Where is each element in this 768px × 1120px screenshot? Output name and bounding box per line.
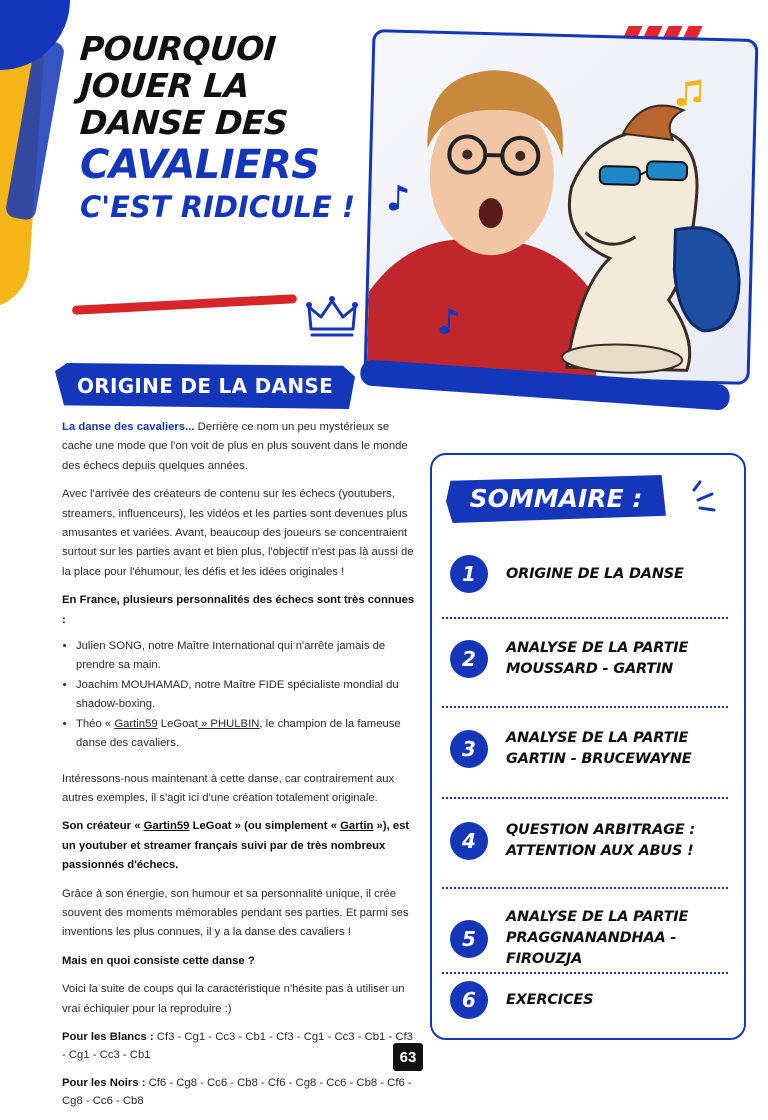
paragraph-energy: Grâce à son énergie, son humour et sa personnalité unique, il crée souvent des moments mémorables pendant ses parties. Et parmi ses inventions les plus connues, il y a la danse des cavaliers ! [62,885,418,943]
toc-divider [442,797,728,799]
sparkle-icon [690,480,720,514]
intro-lead: La danse des cavaliers... [62,421,195,433]
paragraph-question: Mais en quoi consiste cette danse ? [62,952,418,971]
toc-number: 4 [450,822,488,860]
toc-number: 5 [450,920,488,958]
toc-divider [442,972,728,974]
cover-illustration [364,29,759,385]
toc-divider [442,887,728,889]
summary-title: SOMMAIRE : [446,475,666,523]
toc-label: QUESTION ARBITRAGE : ATTENTION AUX ABUS ! [506,820,695,862]
toc-number: 2 [450,640,488,678]
paragraph-creators: Avec l'arrivée des créateurs de contenu sur les échecs (youtubers, streamers, influenceurs), les vidéos et les parties sont devenues plus amusantes et variées. Avant, beaucoup des joueurs se concentraient surtout sur les parties avant et bien plus, l'objectif n'est pas là aussi de la place pour l'éhumour, les défis et les idées originales ! [62,485,418,582]
section-title: ORIGINE DE LA DANSE [55,363,355,409]
title-line-4: CAVALIERS [80,141,370,189]
toc-label: ANALYSE DE LA PARTIE PRAGGNANANDHAA - FIROUZJA [506,907,740,970]
title-line-2: JOUER LA [79,67,372,104]
phulbin-link[interactable]: » PHULBIN, [198,718,263,730]
title-underline [72,294,297,315]
paragraph-dance: Intéressons-nous maintenant à cette danse, car contrairement aux autres exemples, il s'agit ici d'une création totalement originale. [62,770,418,809]
toc-item-6[interactable] [450,981,740,1019]
toc-divider [442,617,728,619]
toc-item-3[interactable] [450,728,740,770]
toc-label: ANALYSE DE LA PARTIE GARTIN - BRUCEWAYNE [506,728,692,770]
toc-label: EXERCICES [506,990,593,1011]
paragraph-france: En France, plusieurs personnalités des échecs sont très connues : [62,591,418,630]
paragraph-moves-intro: Voici la suite de coups qui la caractéristique n'hésite pas à utiliser un vrai échiquier pour la reproduire :) [62,980,418,1019]
toc-number: 6 [450,981,488,1019]
list-item: • Julien SONG, notre Maître International qui n'arrête jamais de prendre sa main. [76,637,418,676]
title-line-1: POURQUOI [79,30,372,67]
black-moves: Pour les Noirs : Cf6 - Cg8 - Cc6 - Cb8 - Cf6 - Cg8 - Cc6 - Cb8 - Cf6 - Cg8 - Cc6 - Cb8 [62,1074,418,1111]
crown-icon [305,295,359,339]
toc-item-2[interactable] [450,638,740,680]
personalities-list [62,637,418,753]
gartin59-creator-link[interactable]: Gartin59 [144,820,190,832]
paragraph-intro [62,418,418,476]
paragraph-creator: Son créateur « Gartin59 LeGoat » (ou simplement « Gartin »), est un youtuber et streamer français suivi par de très nombreux passionnés d'échecs. [62,817,418,875]
toc-number: 1 [450,555,488,593]
list-item: • Joachim MOUHAMAD, notre Maître FIDE spécialiste mondial du shadow-boxing. [76,676,418,715]
list-item: • Théo « Gartin59 LeGoat » PHULBIN, le champion de la fameuse danse des cavaliers. [76,715,418,754]
toc-item-1[interactable] [450,555,740,593]
toc-label: ANALYSE DE LA PARTIE MOUSSARD - GARTIN [506,638,688,680]
gartin59-link[interactable]: Gartin59 [114,718,157,730]
page-title [80,30,370,225]
toc-item-4[interactable] [450,820,740,862]
title-line-3: DANSE DES [79,104,372,141]
article-body [62,418,418,1120]
toc-item-5[interactable] [450,907,740,970]
toc-label: ORIGINE DE LA DANSE [506,564,684,585]
toc-divider [442,706,728,708]
page-number: 63 [393,1043,423,1071]
title-line-5: C'EST RIDICULE ! [80,189,370,225]
music-note-icon [438,306,465,339]
toc-number: 3 [450,730,488,768]
intro-text: Derrière ce nom un peu mystérieux se cache une mode que l'on voit de plus en plus souvent dans le monde des échecs depuis quelques années. [62,421,408,472]
music-note-icon [674,78,705,113]
white-moves: Pour les Blancs : Cf3 - Cg1 - Cc3 - Cb1 - Cf3 - Cg1 - Cc3 - Cb1 - Cf3 - Cg1 - Cc3 - Cb1 [62,1028,418,1065]
gartin-link[interactable]: Gartin [340,820,373,832]
music-note-icon [387,182,414,215]
